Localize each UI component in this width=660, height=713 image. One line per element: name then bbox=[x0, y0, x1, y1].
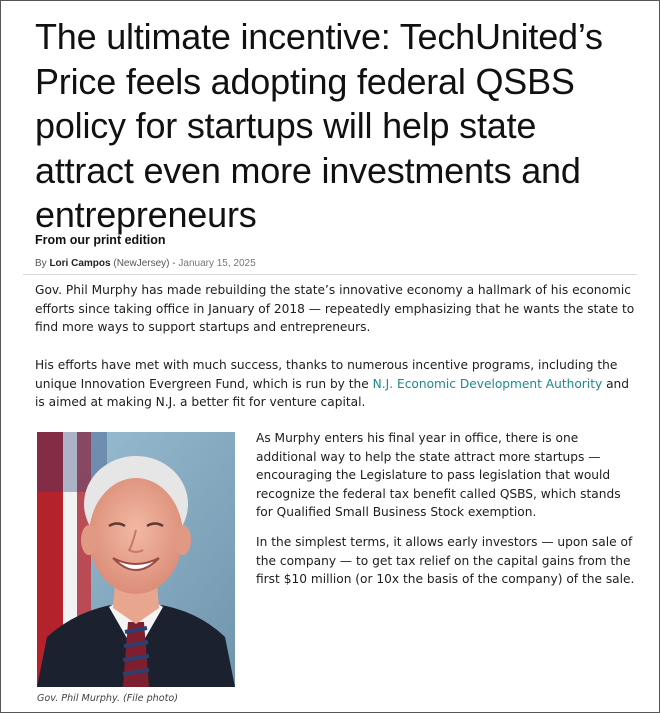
photo-caption: Gov. Phil Murphy. (File photo) bbox=[37, 693, 179, 704]
paragraph-line-text: unique Innovation Evergreen Fund, which is run by the bbox=[35, 376, 373, 391]
paragraph-line: for Qualified Small Business Stock exemption. bbox=[256, 505, 537, 519]
headline-line: policy for startups will help state bbox=[35, 105, 537, 146]
paragraph-line: the company — to get tax relief on the capital gains from the bbox=[256, 553, 631, 568]
article-paragraph-3 bbox=[256, 429, 641, 522]
article-paragraph-1 bbox=[35, 281, 635, 337]
paragraph-line: additional way to help the state attract more startups — bbox=[256, 449, 601, 464]
paragraph-line: In the simplest terms, it allows early investors — upon sale of bbox=[256, 535, 633, 549]
byline-author[interactable]: Lori Campos bbox=[49, 258, 111, 269]
paragraph-line: first $10 million (or 10x the basis of the company) of the sale. bbox=[256, 572, 635, 586]
article-paragraph-2 bbox=[35, 356, 635, 412]
paragraph-line: His efforts have met with much success, thanks to numerous incentive programs, including the bbox=[35, 358, 618, 372]
headline-line: attract even more investments and bbox=[35, 149, 581, 191]
article-headline bbox=[35, 15, 635, 238]
byline-by: By bbox=[35, 258, 47, 269]
print-edition-label: From our print edition bbox=[35, 233, 166, 247]
paragraph-line: As Murphy enters his final year in office, there is one bbox=[256, 431, 579, 445]
paragraph-line: Gov. Phil Murphy has made rebuilding the state’s innovative economy a hallmark of his economic bbox=[35, 283, 631, 297]
portrait-illustration bbox=[37, 432, 235, 687]
governor-photo[interactable] bbox=[37, 432, 235, 687]
headline-line: entrepreneurs bbox=[35, 194, 257, 235]
headline-line: Price feels adopting federal QSBS bbox=[35, 60, 575, 102]
headline-line: The ultimate incentive: TechUnited’s bbox=[35, 16, 603, 57]
paragraph-line: recognize the federal tax benefit called QSBS, which stands bbox=[256, 486, 621, 501]
paragraph-line: efforts since taking office in January of 2018 — repeatedly emphasizing that he wants the state to bbox=[35, 301, 635, 316]
byline bbox=[35, 258, 256, 269]
paragraph-line: find more ways to support startups and entrepreneurs. bbox=[35, 320, 371, 334]
divider bbox=[23, 274, 637, 275]
paragraph-line-text: and bbox=[602, 376, 630, 391]
byline-date: January 15, 2025 bbox=[178, 258, 256, 269]
byline-outlet: (NewJersey) bbox=[113, 258, 170, 269]
article-paragraph-4 bbox=[256, 533, 641, 589]
njeda-link[interactable]: N.J. Economic Development Authority bbox=[372, 376, 603, 391]
paragraph-line: is aimed at making N.J. a better fit for venture capital. bbox=[35, 395, 366, 409]
paragraph-line: encouraging the Legislature to pass legislation that would bbox=[256, 468, 611, 482]
byline-separator: - bbox=[172, 258, 176, 269]
